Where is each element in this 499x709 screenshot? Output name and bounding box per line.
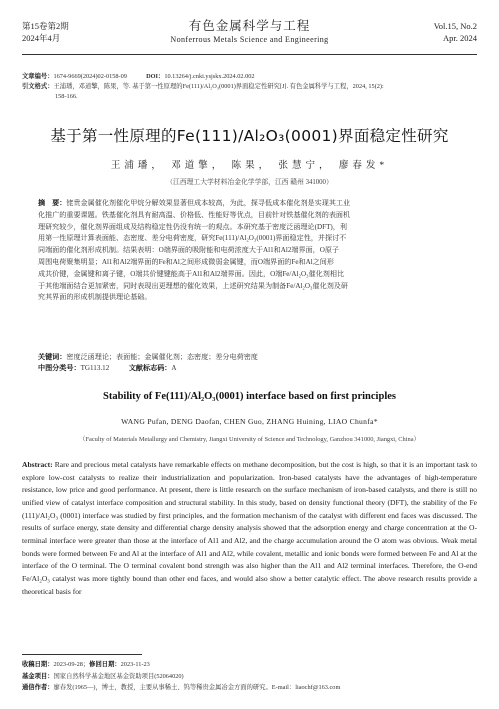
date-cn: 2024年4月 bbox=[22, 33, 61, 43]
clc-number: TG113.12 bbox=[80, 364, 110, 372]
footnotes bbox=[22, 659, 477, 694]
doc-code: A bbox=[171, 364, 177, 372]
fund-text: 国家自然科学基金地区基金资助项目(52064020) bbox=[53, 672, 184, 680]
date-en: Apr. 2024 bbox=[443, 33, 477, 43]
fund-label: 基金项目： bbox=[22, 672, 54, 680]
header-right bbox=[434, 20, 477, 44]
abstract-cn-line: 同端面的催化剂形成机制。结果表明：O端界面的吸附能和电荷浓度大于Al1和Al2端界面，O原子 bbox=[38, 246, 340, 255]
corresponding-author-label: 通信作者： bbox=[22, 684, 54, 691]
keywords-block-cn bbox=[38, 352, 461, 374]
journal-title-cn: 有色金属科学与工程 bbox=[188, 19, 311, 33]
affiliation-en: （Faculty of Materials Metallurgy and Chemistry, Jiangxi University of Science and Technology, Ganzhou 341000, Jiangxi, China） bbox=[79, 436, 420, 443]
authors-cn: 王浦璠， 邓道擎， 陈果， 张慧宁， 廖春发* bbox=[110, 161, 389, 171]
abstract-en bbox=[22, 459, 477, 598]
affiliation-cn: （江西理工大学材料冶金化学学部，江西 赣州 341000） bbox=[166, 179, 333, 186]
doi: 10.13264/j.cnki.ysjskx.2024.02.002 bbox=[164, 73, 255, 80]
abstract-cn-line: 理研究较少，催化剂界面组成及结构稳定性仍没有统一的观点。本研究基于密度泛函理论(DFT)，利 bbox=[38, 222, 347, 231]
abstract-cn-line: 铑贵金属催化剂催化甲烷分解效果显著但成本较高，为此，探寻低成本催化剂是实现其工业 bbox=[66, 199, 351, 207]
doi-label: DOI： bbox=[146, 73, 165, 80]
abstract-cn-line: 于其他端面结合更加紧密，同时表现出更理想的催化效果，上述研究结果为制备Fe/Al₂O₃催化剂及研 bbox=[38, 281, 348, 290]
received-label: 收稿日期： bbox=[22, 661, 54, 668]
dates-line bbox=[22, 659, 477, 671]
article-number-line bbox=[22, 72, 477, 82]
citation-text: 王浦璠，邓道擎，陈果，等. 基于第一性原理的Fe(111)/Al₂O₃(0001)界面稳定性研究[J]. 有色金属科学与工程，2024, 15(2): bbox=[53, 83, 384, 90]
abstract-en-text: Rare and precious metal catalysts have remarkable effects on methane decomposition, but the cost is high, so that it is an important task to explore low-cost catalysts to realize their industrialization and popularization. Iron-based catalysts have the advantages of high-temperature resistance, low price and good performance. At present, there is little research on the surface mechanism of iron-based catalysts, and there is still no unified view of catalyst interface composition and structural stability. In this study, based on density functional theory (DFT), the stability of the Fe (111)/Al₂O₃ (0001) interface was studied by first principles, and the formation mechanism of the catalyst with different end faces was discussed. The results of surface energy, state density and differential charge density analysis showed that the adsorption energy and charge concentration at the O-terminal interface were greater than those at the interface of Al1 and Al2, and the charge accumulation around the O atom was obvious. Weak metal bonds were formed between Fe and Al at the interface of Al1 and Al2, while covalent, metallic and ionic bonds were formed between Fe and Al at the interface of the O terminal. The O terminal covalent bond strength was also higher than the Al1 and Al2 terminal interfaces. Therefore, the O-end Fe/Al₂O₃ catalyst was more tightly bound than other end faces, and would also show a better catalytic effect. The above research results provide a theoretical basis for bbox=[22, 460, 477, 596]
header-center bbox=[22, 18, 477, 46]
abstract-cn-label: 摘 要： bbox=[38, 199, 67, 207]
abstract-cn bbox=[38, 198, 461, 304]
abstract-en-label: Abstract: bbox=[22, 460, 53, 469]
corresponding-author-text: 廖春发(1965—)，博士，教授，主要从事稀土、钨等稀贵金属冶金方面的研究。E-mail：liaochf@163.com bbox=[53, 684, 341, 691]
journal-title-en: Nonferrous Metals Science and Engineering bbox=[170, 35, 329, 44]
revised-label: 修回日期： bbox=[89, 661, 121, 668]
abstract-cn-line: 成共价键，金属键和离子键，O端共价键键能高于Al1和Al2端界面。因此，O端Fe/Al₂O₃催化剂相比 bbox=[38, 269, 345, 278]
footnote-rule bbox=[22, 654, 142, 655]
title-en: Stability of Fe(111)/Al₂O₃(0001) interface based on first principles bbox=[103, 391, 396, 402]
author-line bbox=[22, 682, 477, 694]
keywords-cn: 密度泛函理论；表面能；金属催化剂；态密度；差分电荷密度 bbox=[66, 353, 258, 361]
received-date: 2023-09-28； bbox=[53, 661, 90, 668]
revised-date: 2023-11-23 bbox=[120, 661, 150, 668]
authors-en: WANG Pufan, DENG Daofan, CHEN Guo, ZHANG Huining, LIAO Chunfa* bbox=[121, 417, 378, 426]
running-header bbox=[22, 18, 477, 55]
volume-cn: 第15卷第2期 bbox=[22, 21, 69, 31]
keywords-cn-label: 关键词： bbox=[38, 353, 67, 361]
abstract-cn-line: 究其界面的形成机制提供理论基础。 bbox=[38, 293, 152, 302]
title-cn: 基于第一性原理的Fe(111)/Al₂O₃(0001)界面稳定性研究 bbox=[50, 127, 449, 145]
clc-label: 中图分类号： bbox=[38, 364, 81, 372]
citation-line bbox=[22, 82, 477, 92]
abstract-cn-line: 化推广的重要课题。铁基催化剂具有耐高温、价格低、性能好等优点，目前针对铁基催化剂的表面机 bbox=[38, 210, 351, 219]
doc-code-label: 文献标志码： bbox=[128, 364, 172, 372]
article-meta bbox=[22, 72, 477, 102]
citation-label: 引文格式： bbox=[22, 83, 54, 90]
article-number: 1674-9669(2024)02-0158-09 bbox=[53, 73, 127, 80]
abstract-cn-line: 周围电荷聚集明显；Al1和Al2端界面的Fe和Al之间形成微弱金属键，而O端界面的Fe和Al之间形 bbox=[38, 257, 334, 266]
volume-en: Vol.15, No.2 bbox=[433, 21, 477, 31]
article-number-label: 文章编号： bbox=[22, 73, 54, 80]
fund-line bbox=[22, 671, 477, 683]
citation-pages: 158-166. bbox=[55, 93, 78, 100]
abstract-cn-line: 用第一性原理计算表面能、态密度、差分电荷密度，研究Fe(111)/Al₂O₃(0001)界面稳定性，并探讨不 bbox=[38, 234, 347, 243]
